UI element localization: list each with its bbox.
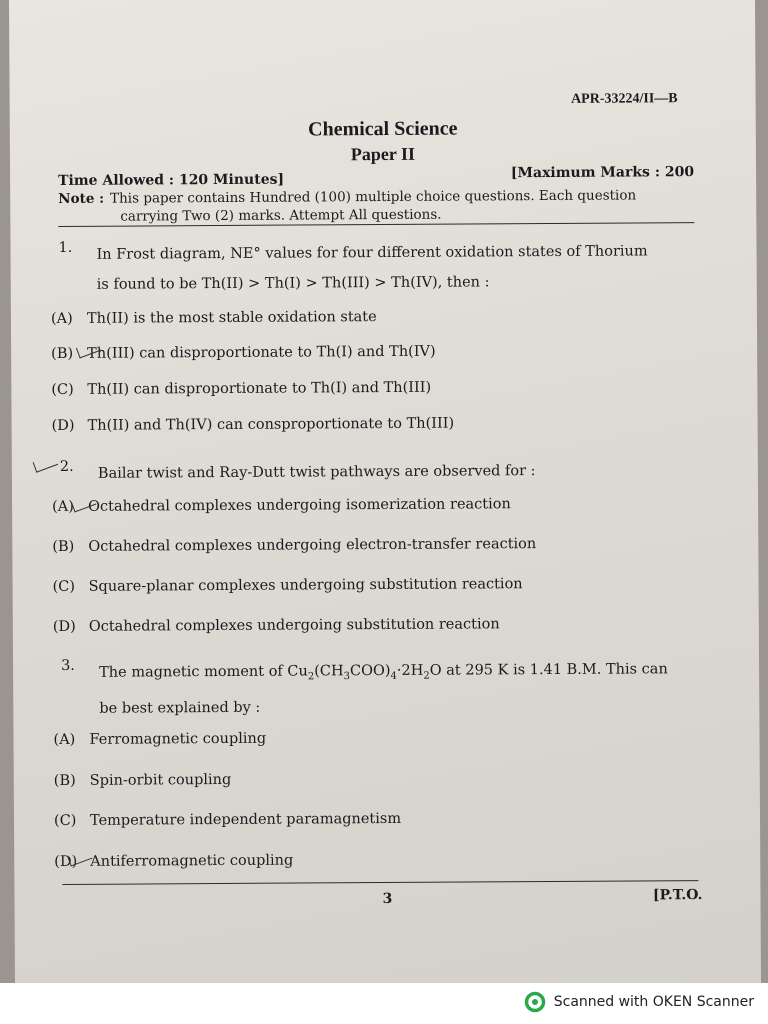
- option-letter: (B): [51, 345, 74, 363]
- option-letter: (D): [54, 853, 78, 871]
- formula-part: COO): [349, 662, 391, 680]
- watermark-text: Scanned with OKEN Scanner: [553, 994, 754, 1010]
- stem-line: In Frost diagram, NE° values for four different oxidation states of Thorium: [96, 243, 648, 263]
- note-label: Note :: [58, 190, 105, 207]
- option-letter: (A): [50, 310, 73, 328]
- scanner-watermark: [524, 991, 754, 1013]
- option-letter: (D): [52, 618, 76, 636]
- option-text: Spin-orbit coupling: [89, 771, 232, 789]
- option-2d[interactable]: [53, 616, 500, 635]
- question-2: [59, 455, 700, 482]
- option-2c[interactable]: [53, 576, 523, 595]
- option-text: Octahedral complexes undergoing electron-transfer reaction: [88, 536, 537, 555]
- option-letter: (A): [52, 498, 74, 516]
- option-letter: (D): [51, 417, 75, 435]
- option-text: Th(II) can disproportionate to Th(I) and Th(III): [87, 379, 432, 398]
- stem-text: at 295 K is 1.41 B.M. This can: [441, 661, 668, 679]
- option-letter: (C): [51, 381, 74, 399]
- question-1: [58, 236, 698, 293]
- option-letter: (C): [53, 812, 77, 830]
- question-3: [61, 654, 701, 717]
- oken-scanner-logo-icon: [524, 991, 546, 1013]
- formula-subscript: 3: [343, 671, 351, 683]
- option-text: Octahedral complexes undergoing isomerization reaction: [88, 496, 511, 515]
- option-text: Ferromagnetic coupling: [89, 730, 267, 748]
- question-stem: [99, 654, 699, 724]
- option-1d[interactable]: [52, 416, 455, 434]
- stem-line: is found to be Th(II) > Th(I) > Th(III) > Th(IV), then :: [96, 274, 490, 293]
- option-1c[interactable]: [51, 380, 431, 398]
- option-letter: (B): [53, 772, 76, 790]
- exam-page: [9, 0, 761, 983]
- instructions-note: [58, 186, 694, 226]
- stem-text: The magnetic moment of Cu: [99, 663, 308, 681]
- note-line-1: This paper contains Hundred (100) multiple choice questions. Each question: [110, 187, 637, 207]
- formula-part: ·2H: [396, 662, 424, 679]
- option-letter: (C): [52, 578, 76, 596]
- question-stem: [96, 236, 696, 300]
- page-number: 3: [382, 890, 393, 908]
- page-title: Chemical Science: [308, 117, 458, 141]
- option-letter: (B): [52, 538, 75, 556]
- option-1b[interactable]: [51, 344, 436, 362]
- option-text: Th(III) can disproportionate to Th(I) and Th(IV): [87, 343, 436, 362]
- formula-subscript: 2: [423, 670, 430, 682]
- question-number: 1.: [58, 239, 73, 256]
- option-text: Antiferromagnetic coupling: [90, 852, 294, 870]
- maximum-marks: [Maximum Marks : 200: [510, 164, 695, 182]
- option-text: Temperature independent paramagnetism: [89, 810, 402, 829]
- option-text: Octahedral complexes undergoing substitution reaction: [88, 616, 500, 635]
- formula-part: (CH: [314, 663, 344, 680]
- formula-subscript: 4: [390, 670, 397, 682]
- note-line-2: carrying Two (2) marks. Attempt All questions.: [120, 206, 442, 225]
- paper-number: Paper II: [350, 143, 416, 165]
- question-number: 3.: [61, 657, 75, 674]
- footer-divider: [62, 880, 698, 885]
- stem-line: be best explained by :: [99, 699, 261, 717]
- option-2b[interactable]: [52, 536, 536, 555]
- formula-part: O: [429, 662, 442, 679]
- option-3b[interactable]: [54, 772, 232, 789]
- time-allowed: Time Allowed : 120 Minutes]: [58, 171, 285, 189]
- option-letter: (A): [53, 731, 76, 749]
- paper-code: APR-33224/II—B: [571, 91, 678, 107]
- question-number: 2.: [59, 458, 74, 475]
- stem-line: [99, 654, 699, 694]
- option-3c[interactable]: [54, 811, 401, 829]
- stem-line: Bailar twist and Ray-Dutt twist pathways are observed for :: [97, 463, 536, 482]
- option-3a[interactable]: [53, 731, 266, 748]
- handwritten-question-tick: [33, 454, 58, 472]
- please-turn-over: [P.T.O.: [652, 887, 703, 904]
- option-text: Th(II) is the most stable oxidation state: [86, 309, 377, 327]
- question-stem: [98, 455, 698, 489]
- option-text: Square-planar complexes undergoing substitution reaction: [88, 576, 523, 595]
- formula-subscript: 2: [307, 671, 315, 683]
- option-text: Th(II) and Th(IV) can consproportionate to Th(III): [87, 415, 455, 434]
- option-2a[interactable]: [52, 496, 511, 515]
- option-1a[interactable]: [51, 309, 377, 327]
